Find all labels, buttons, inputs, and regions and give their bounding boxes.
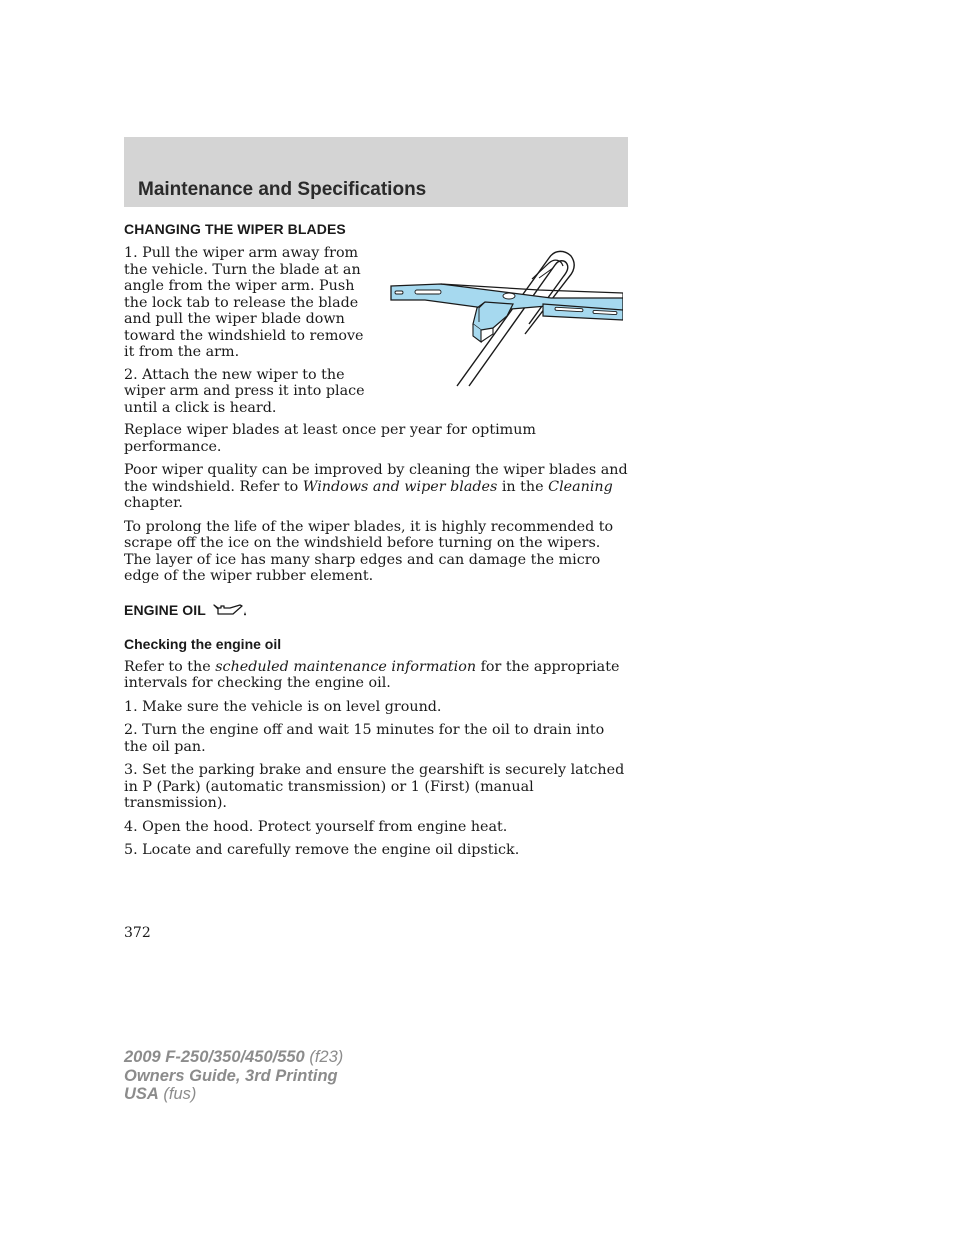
engine-oil-heading: ENGINE OIL [124, 602, 628, 618]
oil-step-5: 5. Locate and carefully remove the engine oil dipstick. [124, 842, 520, 858]
footer-model-line: 2009 F-250/350/450/550 (f23) [124, 1048, 344, 1066]
chapter-reference: Cleaning [548, 478, 613, 495]
oil-can-icon [212, 602, 250, 618]
wiper-step-2: 2. Attach the new wiper to the wiper arm and press it into place until a click is heard. [124, 366, 365, 416]
section-title: Maintenance and Specifications [138, 179, 427, 200]
wiper-ice-note: To prolong the life of the wiper blades, it is highly recommended to scrape off the ice on the windshield before turning on the wipers. The layer of ice has many sharp edges and can damage the micro edge of the wiper rubber element. [124, 518, 614, 584]
page-number: 372 [124, 925, 151, 941]
wiper-replace-note: Replace wiper blades at least once per year for optimum performance. [124, 422, 536, 455]
wiper-heading: CHANGING THE WIPER BLADES [124, 221, 346, 237]
footer-region-line: USA (fus) [124, 1085, 197, 1103]
oil-intro: Refer to the scheduled maintenance information for the appropriate intervals for checking the engine oil. [124, 658, 620, 691]
footer-printing-line: Owners Guide, 3rd Printing [124, 1066, 338, 1085]
wiper-blade-illustration [389, 246, 623, 388]
checking-oil-subheading: Checking the engine oil [124, 635, 282, 652]
oil-step-4: 4. Open the hood. Protect yourself from engine heat. [124, 818, 508, 835]
oil-step-3: 3. Set the parking brake and ensure the gearshift is securely latched in P (Park) (automatic transmission) or 1 (First) (manual transmission). [124, 762, 625, 811]
wiper-quality-note: Poor wiper quality can be improved by cleaning the wiper blades and the windshield. Refer to Windows and wiper blades in the Cleaning chapter. [124, 462, 628, 511]
maintenance-reference: scheduled maintenance information [215, 658, 477, 675]
cross-reference: Windows and wiper blades [302, 478, 498, 495]
oil-step-2: 2. Turn the engine off and wait 15 minutes for the oil to drain into the oil pan. [124, 722, 605, 755]
oil-step-1: 1. Make sure the vehicle is on level ground. [124, 698, 442, 715]
wiper-step-1: 1. Pull the wiper arm away from the vehicle. Turn the blade at an angle from the wiper arm. Push the lock tab to release the blade and pull the wiper blade down toward the windshield to remove it from the arm. [124, 245, 364, 360]
section-header-band [124, 137, 628, 207]
document-footer [124, 1048, 343, 1104]
